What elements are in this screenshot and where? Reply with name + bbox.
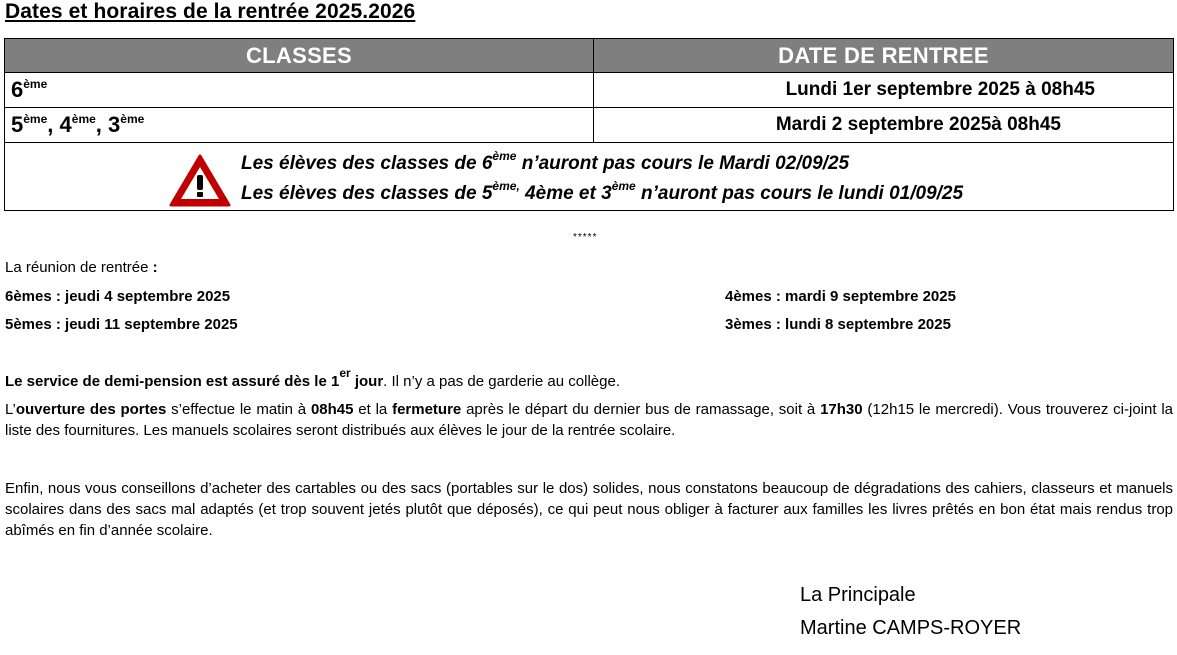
p2-text: et la	[353, 401, 393, 418]
meeting-intro-colon: :	[152, 259, 158, 276]
meeting-item: 6èmes : jeudi 4 septembre 2025	[5, 288, 231, 305]
class-sup: ème	[120, 112, 145, 126]
warning-text-part: Les élèves des classes de 5	[241, 183, 493, 204]
warning-sup: ème,	[492, 179, 520, 193]
warning-text	[241, 149, 963, 209]
meeting-intro-text: La réunion de rentrée	[5, 259, 153, 276]
table-row	[5, 73, 1174, 108]
class-cell	[5, 108, 594, 143]
class-sup: ème	[23, 112, 48, 126]
class-label: 3	[108, 112, 121, 137]
p1-bold: Le service de demi-pension est assuré dès le 1	[5, 373, 340, 390]
class-sup: ème	[71, 112, 96, 126]
class-label: 4	[59, 112, 72, 137]
signature-role: La Principale	[800, 584, 916, 606]
warning-cell	[5, 143, 1174, 211]
class-label: 5	[11, 112, 24, 137]
separator-stars: *****	[573, 232, 598, 243]
meeting-item: 4èmes : mardi 9 septembre 2025	[725, 288, 956, 305]
p2-text: L’	[5, 401, 16, 418]
meeting-item: 3èmes : lundi 8 septembre 2025	[725, 316, 951, 333]
header-classes: CLASSES	[5, 39, 594, 73]
rentree-table	[4, 38, 1174, 211]
paragraph-demi-pension	[5, 366, 1173, 392]
p1-bold2: jour	[350, 373, 384, 390]
table-header-row	[5, 39, 1174, 73]
paragraph-cartables: Enfin, nous vous conseillons d’acheter des cartables ou des sacs (portables sur le dos) solides, nous constatons beaucoup de dégradations des cahiers, classeurs et manuels scolaires dans des sacs mal adaptés (et trop souvent jetés plutôt que déposés), ce qui peut nous obliger à facturer aux familles les livres prêtés en bon état mais rendus trop abîmés en fin d’année scolaire.	[5, 480, 1173, 539]
warning-sup: ème	[492, 149, 517, 163]
warning-text-part: Les élèves des classes de 6	[241, 153, 493, 174]
warning-text-part: n’auront pas cours le lundi 01/09/25	[635, 183, 964, 204]
date-cell: Mardi 2 septembre 2025à 08h45	[594, 108, 1174, 143]
warning-text-part: 4ème et 3	[519, 183, 612, 204]
paragraph-horaires	[5, 399, 1173, 441]
p1-rest: . Il n’y a pas de garderie au collège.	[383, 373, 620, 390]
warning-row	[5, 143, 1174, 211]
signature-name: Martine CAMPS-ROYER	[800, 617, 1022, 639]
table-row	[5, 108, 1174, 143]
meeting-item: 5èmes : jeudi 11 septembre 2025	[5, 316, 238, 333]
class-cell	[5, 73, 594, 108]
header-date: DATE DE RENTREE	[594, 39, 1174, 73]
p2-bold: fermeture	[392, 401, 462, 418]
warning-triangle-icon	[168, 153, 232, 209]
page-title: Dates et horaires de la rentrée 2025.2026	[5, 0, 416, 23]
class-sep: ,	[47, 112, 60, 137]
p1-sup: er	[339, 366, 351, 380]
warning-sup: ème	[611, 179, 636, 193]
class-sup: ème	[23, 77, 48, 91]
warning-text-part: n’auront pas cours le Mardi 02/09/25	[516, 153, 850, 174]
meeting-intro	[5, 259, 158, 276]
warning-line-1	[241, 149, 963, 179]
p2-bold: ouverture des portes	[15, 401, 167, 418]
class-label: 6	[11, 77, 24, 102]
p2-text: après le départ du dernier bus de ramassage, soit à	[461, 401, 821, 418]
warning-line-2	[241, 179, 963, 209]
p2-bold: 17h30	[820, 401, 863, 418]
p2-text: s’effectue le matin à	[166, 401, 311, 418]
p2-bold: 08h45	[310, 401, 354, 418]
date-cell: Lundi 1er septembre 2025 à 08h45	[594, 73, 1174, 108]
p2-text: (12h15 le mercredi). Vous trouverez ci-joint la liste des fournitures. Les manuels scolaires seront distribués aux élèves le jour de la rentrée scolaire.	[5, 401, 1173, 439]
class-sep: ,	[95, 112, 109, 137]
